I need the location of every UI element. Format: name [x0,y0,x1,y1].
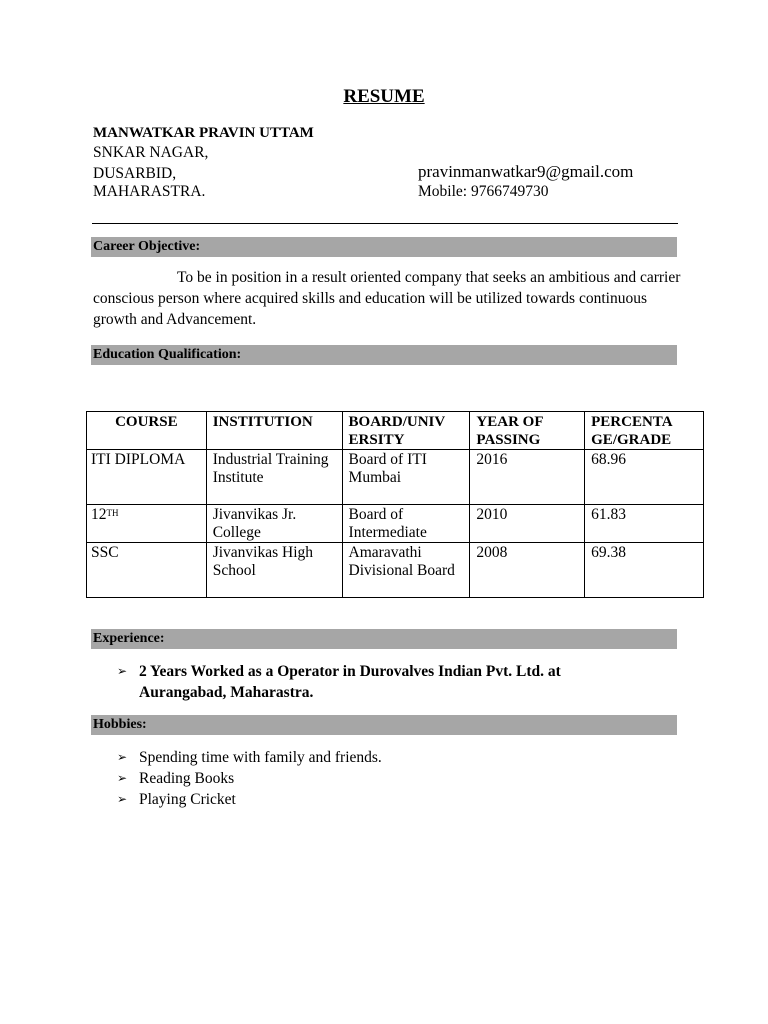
experience-list [117,661,617,703]
grade-cell: 69.38 [585,543,704,598]
board-cell: Board of ITI Mumbai [342,450,470,505]
column-header-board: BOARD/UNIV ERSITY [342,412,470,450]
course-value: ITI DIPLOMA [91,451,186,468]
arrow-bullet-icon: ➢ [117,792,128,806]
list-item [117,768,382,789]
course-cell [87,450,207,505]
institution-cell: Jivanvikas High School [206,543,342,598]
hobbies-heading: Hobbies: [91,715,677,735]
address-line-1: SNKAR NAGAR, [93,144,209,161]
column-header-institution: INSTITUTION [206,412,342,450]
course-cell [87,543,207,598]
experience-item-text: 2 Years Worked as a Operator in Durovalves Indian Pvt. Ltd. at Aurangabad, Maharastra. [139,663,561,701]
list-item [117,661,617,703]
table-row [87,450,704,505]
experience-heading: Experience: [91,629,677,649]
institution-cell: Jivanvikas Jr. College [206,505,342,543]
hobby-item-text: Playing Cricket [139,791,236,808]
grade-cell: 61.83 [585,505,704,543]
header-divider [92,223,678,224]
education-table [86,411,704,598]
arrow-bullet-icon: ➢ [117,771,128,785]
board-cell: Board of Intermediate [342,505,470,543]
address-line-3: MAHARASTRA. [93,183,206,200]
column-header-course: COURSE [87,412,207,450]
mobile-number: Mobile: 9766749730 [418,183,549,200]
resume-title: RESUME [343,86,425,107]
education-heading: Education Qualification: [91,345,677,365]
year-cell: 2010 [470,505,585,543]
course-value: 12 [91,506,107,523]
career-objective-text [93,267,683,330]
table-row [87,505,704,543]
course-superscript: TH [106,508,119,518]
table-row [87,543,704,598]
arrow-bullet-icon: ➢ [117,664,128,678]
career-objective-heading: Career Objective: [91,237,677,257]
hobby-item-text: Reading Books [139,770,235,787]
address-line-2: DUSARBID, [93,165,177,182]
education-table-header-row [87,412,704,450]
grade-cell: 68.96 [585,450,704,505]
hobby-item-text: Spending time with family and friends. [139,749,382,766]
column-header-year: YEAR OF PASSING [470,412,585,450]
course-value: SSC [91,544,119,561]
column-header-grade: PERCENTA GE/GRADE [585,412,704,450]
institution-cell: Industrial Training Institute [206,450,342,505]
list-item [117,789,382,810]
arrow-bullet-icon: ➢ [117,750,128,764]
list-item [117,747,382,768]
year-cell: 2016 [470,450,585,505]
hobbies-list [117,747,382,810]
candidate-name: MANWATKAR PRAVIN UTTAM [93,125,314,141]
course-cell [87,505,207,543]
year-cell: 2008 [470,543,585,598]
career-objective-body: To be in position in a result oriented company that seeks an ambitious and carrier conscious person where acquired skills and education will be utilized towards continuous growth and Advancement. [93,269,681,328]
email-address: pravinmanwatkar9@gmail.com [418,162,634,181]
board-cell: Amaravathi Divisional Board [342,543,470,598]
